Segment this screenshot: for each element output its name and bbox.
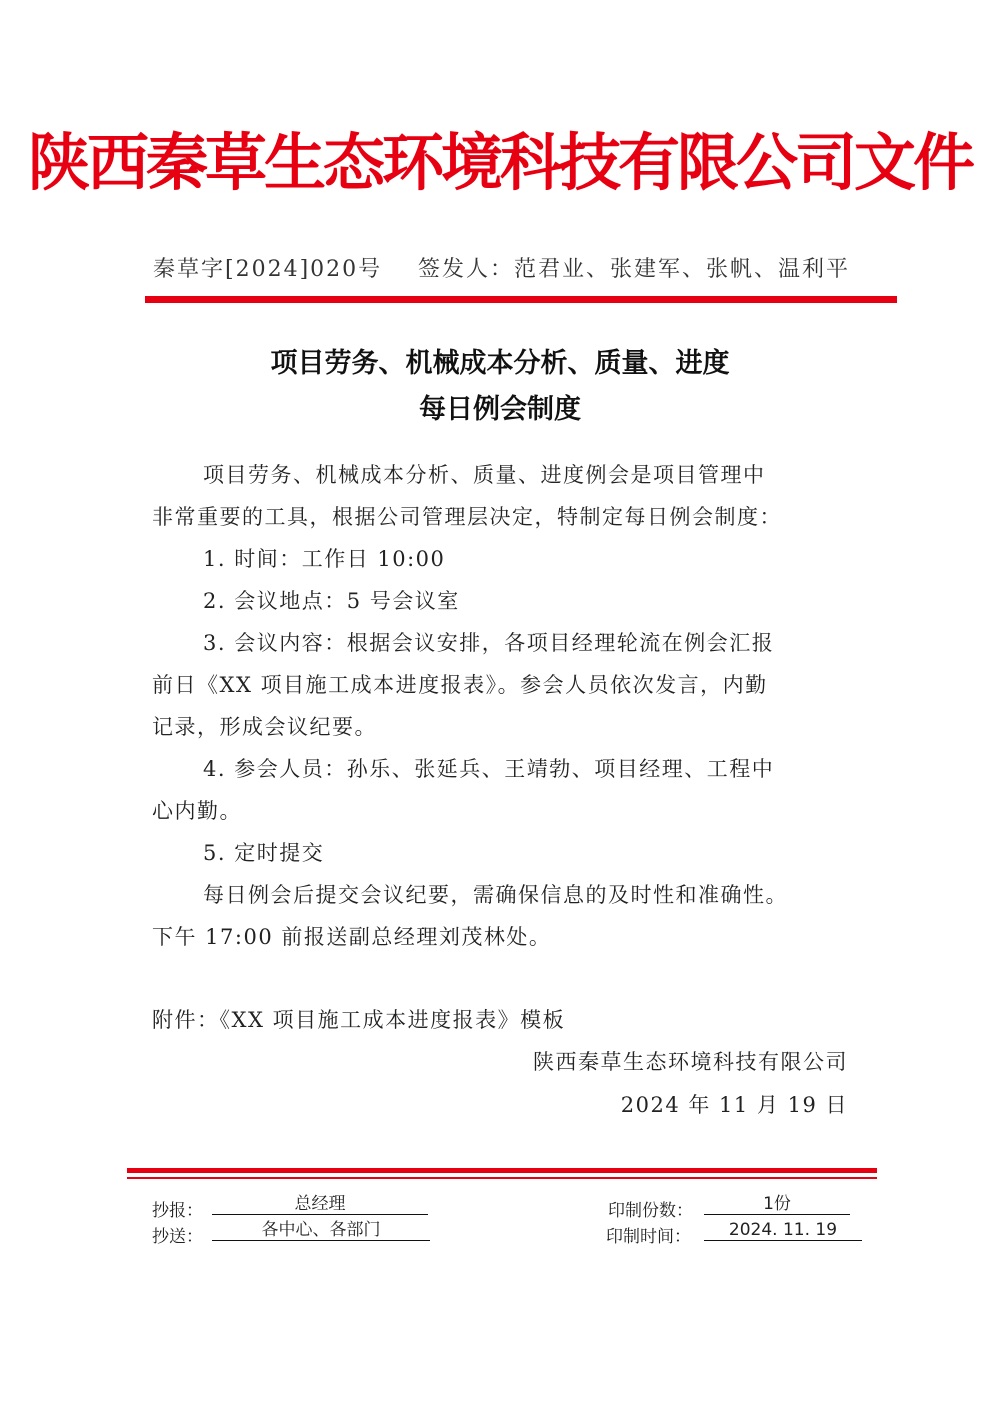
- issuers-label: 签发人：: [418, 257, 515, 282]
- body-line: 1. 时间：工作日 10:00: [203, 547, 446, 571]
- body-line: 5. 定时提交: [203, 841, 325, 865]
- org-title: 陕西秦草生态环境科技有限公司文件: [27, 126, 972, 199]
- body-line: 前日《XX 项目施工成本进度报表》。参会人员依次发言，内勤: [152, 673, 768, 697]
- print-time-label: 印制时间：: [606, 1227, 691, 1247]
- document-number: 秦草字[2024]020号: [153, 257, 383, 282]
- copies-label: 印制份数：: [608, 1201, 693, 1221]
- body-line: 2. 会议地点：5 号会议室: [203, 589, 460, 613]
- copies-value: 1份: [704, 1194, 850, 1215]
- footer-red-rule-thick: [127, 1168, 877, 1173]
- copy-to-label: 抄送：: [152, 1227, 203, 1247]
- report-to-label: 抄报：: [152, 1201, 203, 1221]
- body-line: 3. 会议内容：根据会议安排，各项目经理轮流在例会汇报: [203, 631, 775, 655]
- doc-title-line1: 项目劳务、机械成本分析、质量、进度: [270, 348, 730, 379]
- header-red-rule: [145, 296, 897, 303]
- body-line: 项目劳务、机械成本分析、质量、进度例会是项目管理中: [203, 463, 766, 487]
- issuers-names: 范君业、张建军、张帆、温利平: [514, 257, 851, 282]
- body-line: 4. 参会人员：孙乐、张延兵、王靖勃、项目经理、工程中: [203, 757, 775, 781]
- issuers-line: [418, 252, 850, 283]
- body-line: 心内勤。: [152, 799, 242, 823]
- signature-date: 2024 年 11 月 19 日: [620, 1093, 848, 1117]
- body-line: 记录，形成会议纪要。: [152, 715, 377, 739]
- doc-title-line2: 每日例会制度: [419, 394, 581, 425]
- attachment-line: 附件：《XX 项目施工成本进度报表》模板: [152, 1008, 566, 1032]
- signature-company: 陕西秦草生态环境科技有限公司: [533, 1050, 848, 1074]
- footer-red-rule-thin: [127, 1177, 877, 1179]
- body-line: 非常重要的工具，根据公司管理层决定，特制定每日例会制度：: [152, 505, 782, 529]
- body-line: 下午 17:00 前报送副总经理刘茂林处。: [152, 925, 552, 949]
- report-to-value: 总经理: [212, 1194, 428, 1215]
- body-line: 每日例会后提交会议纪要，需确保信息的及时性和准确性。: [203, 883, 788, 907]
- copy-to-value: 各中心、各部门: [212, 1220, 430, 1241]
- print-time-value: 2024. 11. 19: [704, 1220, 862, 1241]
